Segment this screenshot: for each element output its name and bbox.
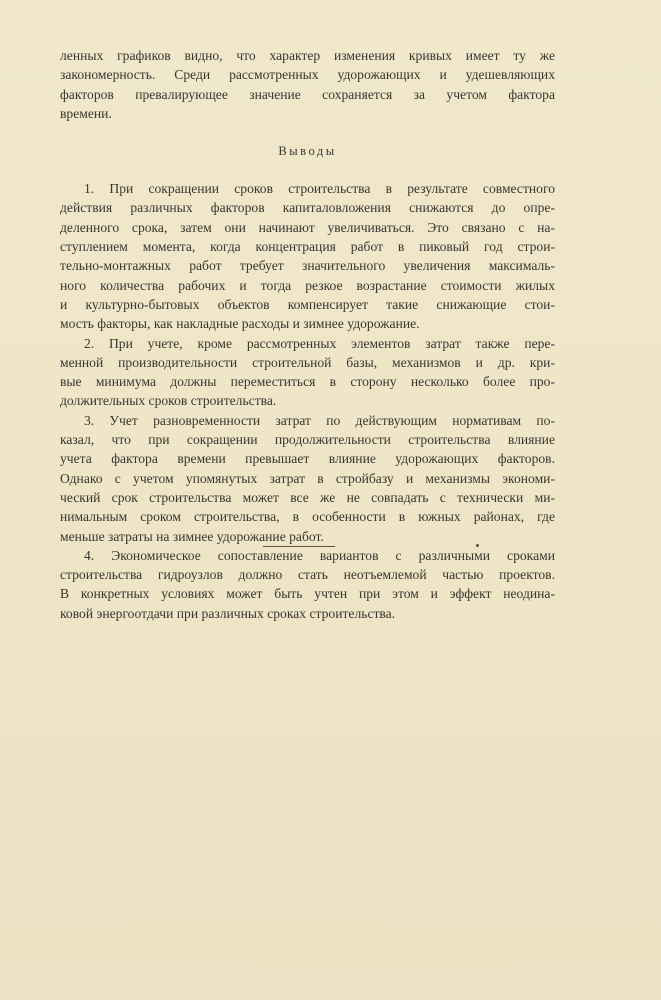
text-line: Однако с учетом упомянутых затрат в стройбазу и механизмы экономи- bbox=[60, 470, 555, 486]
text-line: времени. bbox=[60, 105, 112, 121]
text-line: учета фактора времени превышает влияние удорожающих факторов. bbox=[60, 451, 555, 467]
text-line: действия различных факторов капиталовложения снижаются до опре- bbox=[60, 200, 555, 216]
section-heading: Выводы bbox=[278, 144, 337, 159]
text-line: ступлением момента, когда концентрация работ в пиковый год строи- bbox=[60, 239, 555, 255]
end-rule bbox=[263, 546, 335, 547]
text-line: факторов превалирующее значение сохраняется за учетом фактора bbox=[60, 86, 555, 102]
text-line: деленного срока, затем они начинают увеличиваться. Это связано с на- bbox=[60, 219, 555, 235]
intro-paragraph bbox=[60, 46, 555, 123]
text-line: 4. Экономическое сопоставление вариантов с различными сроками bbox=[84, 547, 555, 563]
text-line: 3. Учет разновременности затрат по действующим нормативам по- bbox=[84, 412, 555, 428]
text-line: должительных сроков строительства. bbox=[60, 393, 277, 409]
text-line: ного количества рабочих и тогда резкое возрастание стоимости жилых bbox=[60, 277, 555, 293]
text-line: ковой энергоотдачи при различных сроках строительства. bbox=[60, 605, 396, 621]
text-line: тельно-монтажных работ требует значительного увеличения максималь- bbox=[60, 258, 555, 274]
conclusion-4 bbox=[60, 546, 555, 623]
conclusion-3 bbox=[60, 411, 555, 546]
text-line: закономерность. Среди рассмотренных удорожающих и удешевляющих bbox=[60, 67, 555, 83]
text-line: 1. При сокращении сроков строительства в результате совместного bbox=[84, 181, 555, 197]
text-line: В конкретных условиях может быть учтен при этом и эффект неодина- bbox=[60, 586, 555, 602]
text-line: меньше затраты на зимнее удорожание работ. bbox=[60, 528, 324, 544]
text-line: и культурно-бытовых объектов компенсирует такие снижающие стои- bbox=[60, 296, 555, 312]
text-line: мость факторы, как накладные расходы и зимнее удорожание. bbox=[60, 316, 420, 332]
text-block bbox=[60, 46, 555, 623]
text-line: 2. При учете, кроме рассмотренных элементов затрат также пере- bbox=[84, 335, 555, 351]
conclusion-1 bbox=[60, 179, 555, 333]
text-line: нимальным сроком строительства, в особенности в южных районах, где bbox=[60, 509, 555, 525]
conclusion-2 bbox=[60, 334, 555, 411]
ink-dot bbox=[476, 544, 479, 547]
text-line: ческий срок строительства может все же не совпадать с технически ми- bbox=[60, 489, 555, 505]
text-line: казал, что при сокращении продолжительности строительства влияние bbox=[60, 432, 555, 448]
text-line: строительства гидроузлов должно стать неотъемлемой частью проектов. bbox=[60, 567, 555, 583]
text-line: ленных графиков видно, что характер изменения кривых имеет ту же bbox=[60, 48, 555, 63]
text-line: вые минимума должны переместиться в сторону несколько более про- bbox=[60, 374, 555, 390]
text-line: менной производительности строительной базы, механизмов и др. кри- bbox=[60, 354, 555, 370]
